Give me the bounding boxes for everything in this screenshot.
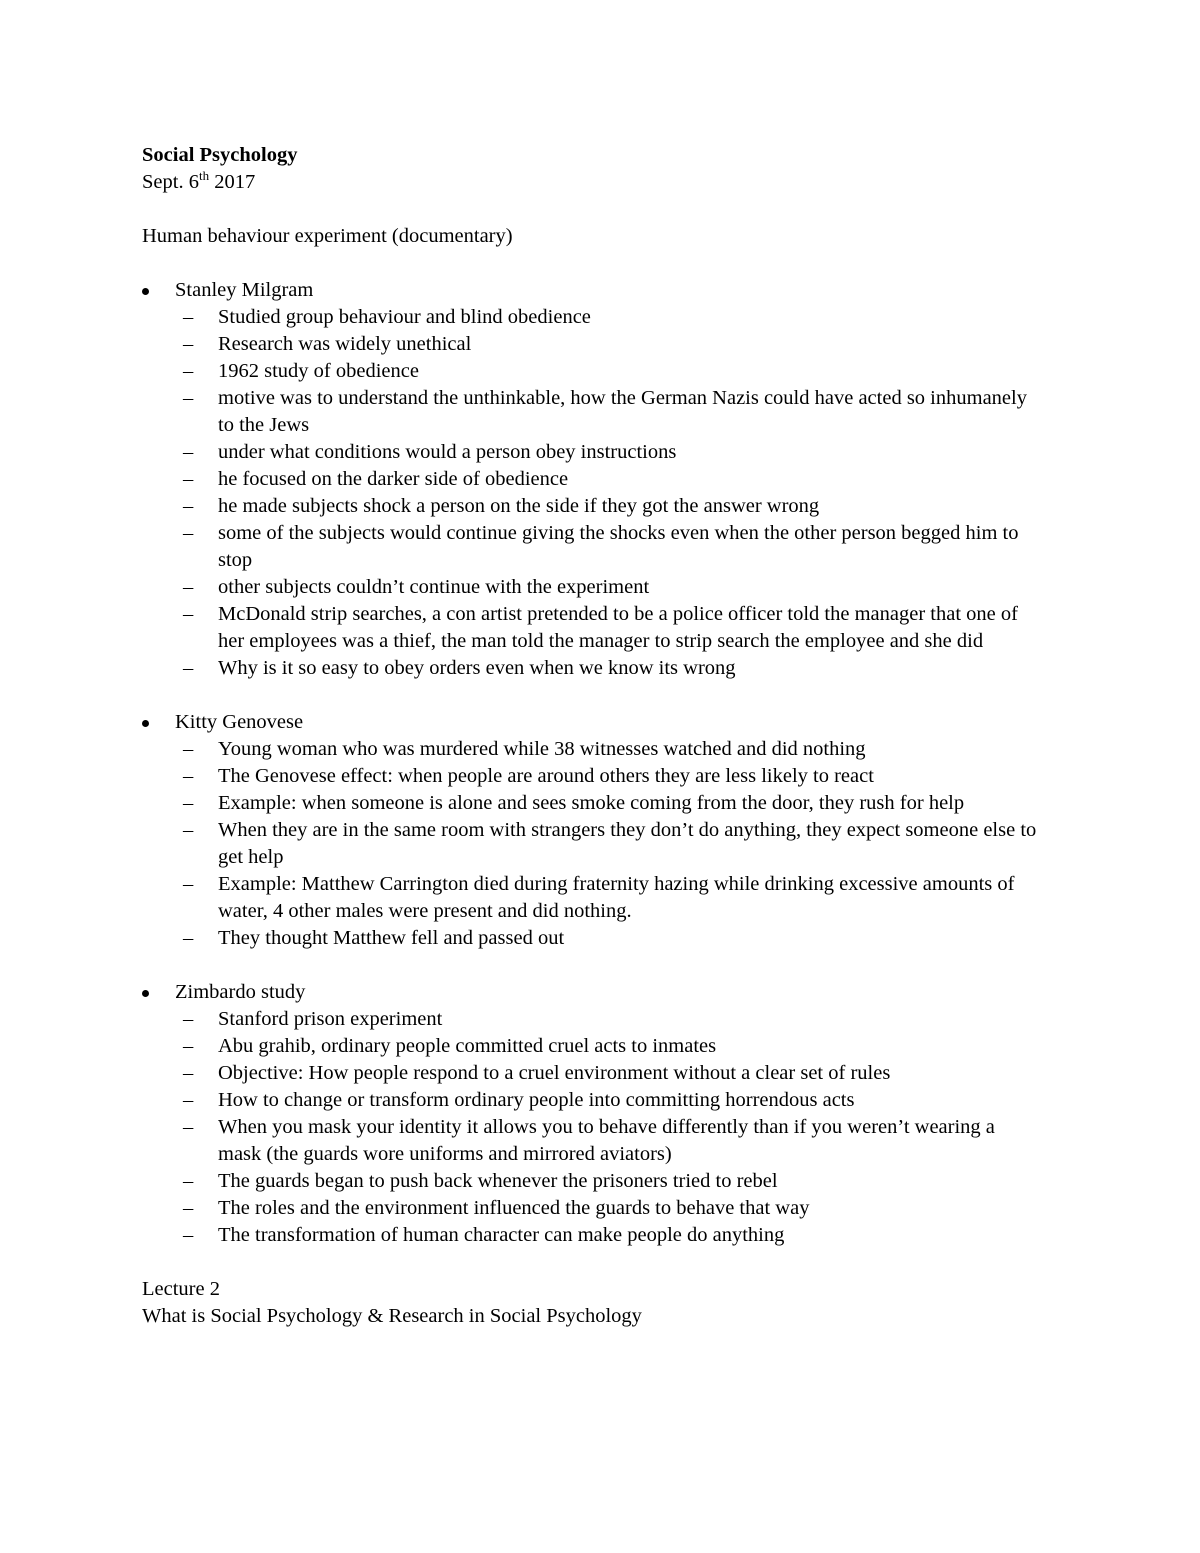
list-item-text: The roles and the environment influenced the guards to behave that way [218,1197,810,1219]
list-item-text: under what conditions would a person obey instructions [218,441,677,463]
list-item-text: When they are in the same room with strangers they don’t do anything, they expect someone else to get help [218,819,1037,868]
list-item-text: The transformation of human character can make people do anything [218,1224,785,1246]
list-item-text: Studied group behaviour and blind obedience [218,306,591,328]
notes-section [142,709,1042,979]
notes-section [142,979,1042,1276]
dash-icon: – [183,657,194,679]
date-suffix: th [198,168,210,184]
bullet-icon [142,288,149,295]
list-item [142,1087,1042,1114]
dash-icon: – [183,333,194,355]
list-item-text: he made subjects shock a person on the side if they got the answer wrong [218,495,820,517]
date-line [142,169,1042,196]
list-item-text: Objective: How people respond to a cruel environment without a clear set of rules [218,1062,891,1084]
list-item-text: other subjects couldn’t continue with the experiment [218,576,650,598]
lecture-subtitle: What is Social Psychology & Research in Social Psychology [142,1305,642,1327]
list-item-text: They thought Matthew fell and passed out [218,927,565,949]
section-heading [142,709,1042,736]
list-item-text: When you mask your identity it allows you to behave differently than if you weren’t wearing a mask (the guards wore uniforms and mirrored aviators) [218,1116,995,1165]
section-heading [142,277,1042,304]
bullet-icon [142,720,149,727]
list-item-text: Young woman who was murdered while 38 witnesses watched and did nothing [218,738,866,760]
dash-icon: – [183,576,194,598]
list-item [142,790,1042,817]
list-item-text: Stanford prison experiment [218,1008,443,1030]
dash-icon: – [183,819,194,841]
list-item [142,304,1042,331]
dash-icon: – [183,1062,194,1084]
list-item-text: The Genovese effect: when people are around others they are less likely to react [218,765,874,787]
list-item-text: Why is it so easy to obey orders even when we know its wrong [218,657,736,679]
date-prefix: Sept. 6 [142,171,199,193]
lecture-label: Lecture 2 [142,1278,220,1300]
dash-icon: – [183,873,194,895]
list-item [142,520,1042,574]
list-item [142,1168,1042,1195]
dash-icon: – [183,468,194,490]
section-heading-text: Kitty Genovese [175,711,304,733]
list-item [142,1033,1042,1060]
list-item-text: How to change or transform ordinary people into committing horrendous acts [218,1089,855,1111]
list-item [142,601,1042,655]
page-title: Social Psychology [142,144,298,166]
list-item-text: Example: Matthew Carrington died during fraternity hazing while drinking excessive amounts of water, 4 other males were present and did nothing. [218,873,1015,922]
list-item [142,439,1042,466]
list-item-text: Research was widely unethical [218,333,472,355]
dash-icon: – [183,765,194,787]
list-item [142,331,1042,358]
list-item [142,385,1042,439]
dash-icon: – [183,1197,194,1219]
intro-line: Human behaviour experiment (documentary) [142,225,513,247]
section-heading [142,979,1042,1006]
list-item [142,466,1042,493]
dash-icon: – [183,360,194,382]
list-item [142,763,1042,790]
section-heading-text: Stanley Milgram [175,279,314,301]
list-item [142,1222,1042,1249]
list-item-text: 1962 study of obedience [218,360,419,382]
list-item-text: some of the subjects would continue giving the shocks even when the other person begged him to stop [218,522,1019,571]
list-item [142,1006,1042,1033]
dash-icon: – [183,306,194,328]
document-page [142,142,1042,1330]
section-heading-text: Zimbardo study [175,981,306,1003]
sub-list [142,304,1042,682]
list-item-text: McDonald strip searches, a con artist pretended to be a police officer told the manager that one of her employees was a thief, the man told the manager to strip search the employee and she did [218,603,1018,652]
notes-sections [142,277,1042,1276]
blank-line [142,952,1042,979]
list-item-text: Abu grahib, ordinary people committed cruel acts to inmates [218,1035,717,1057]
dash-icon: – [183,1224,194,1246]
list-item [142,358,1042,385]
dash-icon: – [183,1116,194,1138]
blank-line [142,250,1042,277]
list-item [142,925,1042,952]
list-item [142,871,1042,925]
dash-icon: – [183,441,194,463]
list-item-text: Example: when someone is alone and sees smoke coming from the door, they rush for help [218,792,965,814]
blank-line [142,196,1042,223]
dash-icon: – [183,1008,194,1030]
dash-icon: – [183,1089,194,1111]
blank-line [142,682,1042,709]
dash-icon: – [183,603,194,625]
list-item-text: he focused on the darker side of obedience [218,468,569,490]
dash-icon: – [183,738,194,760]
list-item [142,736,1042,763]
list-item [142,574,1042,601]
blank-line [142,1249,1042,1276]
sub-list [142,1006,1042,1249]
list-item-text: motive was to understand the unthinkable, how the German Nazis could have acted so inhumanely to the Jews [218,387,1027,436]
dash-icon: – [183,522,194,544]
dash-icon: – [183,1035,194,1057]
dash-icon: – [183,927,194,949]
list-item-text: The guards began to push back whenever the prisoners tried to rebel [218,1170,778,1192]
list-item [142,1195,1042,1222]
notes-section [142,277,1042,709]
dash-icon: – [183,495,194,517]
list-item [142,1114,1042,1168]
list-item [142,1060,1042,1087]
dash-icon: – [183,387,194,409]
dash-icon: – [183,792,194,814]
sub-list [142,736,1042,952]
date-year: 2017 [209,171,256,193]
list-item [142,493,1042,520]
bullet-icon [142,990,149,997]
dash-icon: – [183,1170,194,1192]
list-item [142,817,1042,871]
list-item [142,655,1042,682]
